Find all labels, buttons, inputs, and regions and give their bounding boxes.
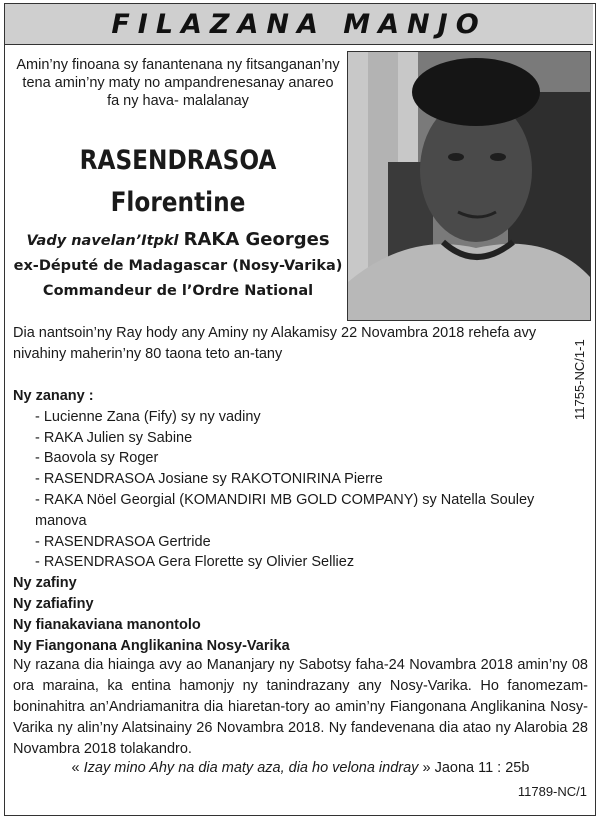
intro-line: tena amin’ny maty no ampandrenesanay anareo: [22, 75, 334, 91]
portrait-photo: [347, 51, 591, 321]
death-notice: Dia nantsoin’ny Ray hody any Aminy ny Alakamisy 22 Novambra 2018 rehefa avy nivahiny maherin’ny 80 taona teto an-tany: [13, 325, 537, 362]
spouse-line: [8, 227, 348, 254]
intro-line: Amin’ny finoana sy fanantenana ny fitsanganan’ny: [16, 57, 340, 73]
spouse-title-1: ex-Député de Madagascar (Nosy-Varika): [13, 258, 343, 274]
bible-verse: [13, 760, 588, 776]
intro-text: [8, 56, 348, 110]
burial-notice: Ny razana dia hiainga avy ao Mananjary ny Sabotsy faha-24 Novambra 2018 amin’ny 08 ora maraina, ka entina hamonjy ny tanindrazany any Nosy-Varika. Ho fanomezam-boninahitra an’Andriamanitra dia hiaretan-tory ao amin’ny Fiangonana Anglikanina Nosy-Varika ny alin’ny Alatsinainy 26 Novambra 2018. Ny fandevenana dia atao ny Alarobia 28 Novambra 2018 tolakandro.: [13, 657, 588, 757]
side-reference: 11755-NC/1-1: [572, 339, 587, 420]
child-item: - Lucienne Zana (Fify) sy ny vadiny: [35, 408, 261, 425]
verse-text: Izay mino Ahy na dia maty aza, dia ho velona indray: [83, 760, 419, 776]
deceased-name: [32, 140, 324, 224]
child-item: - Baovola sy Roger: [35, 450, 159, 467]
page-title: FILAZANA MANJO: [111, 8, 487, 40]
family-group: Ny Fiangonana Anglikanina Nosy-Varika: [13, 637, 290, 654]
portrait-illustration: [348, 52, 590, 320]
spouse-title-2: Commandeur de l’Ordre National: [42, 283, 314, 299]
family-list: [13, 386, 573, 656]
deceased-surname: RASENDRASOA: [79, 145, 277, 176]
child-item: - RAKA Nöel Georgial (KOMANDIRI MB GOLD COMPANY) sy Natella Souley manova: [35, 491, 535, 529]
family-group: Ny fianakaviana manontolo: [13, 616, 201, 633]
verse-reference: Jaona 11 : 25b: [434, 760, 530, 776]
intro-line: fa ny hava- malalanay: [107, 93, 249, 109]
verse-open-quote: «: [71, 760, 80, 776]
child-item: - RAKA Julien sy Sabine: [35, 429, 193, 446]
child-item: - RASENDRASOA Gertride: [35, 533, 211, 550]
verse-close-quote: »: [422, 760, 431, 776]
header-band: [5, 4, 593, 45]
children-heading: Ny zanany :: [13, 388, 94, 404]
bottom-reference: 11789-NC/1: [517, 784, 587, 799]
family-group: Ny zafiafiny: [13, 595, 94, 612]
spouse-label: Vady navelan’Itpkl: [26, 233, 179, 249]
child-item: - RASENDRASOA Josiane sy RAKOTONIRINA Pierre: [35, 471, 383, 488]
spouse-name: RAKA Georges: [183, 229, 330, 250]
child-item: - RASENDRASOA Gera Florette sy Olivier Selliez: [35, 554, 355, 571]
spouse-block: [8, 227, 348, 304]
deceased-given-name: Florentine: [110, 187, 246, 218]
family-group: Ny zafiny: [13, 575, 77, 592]
